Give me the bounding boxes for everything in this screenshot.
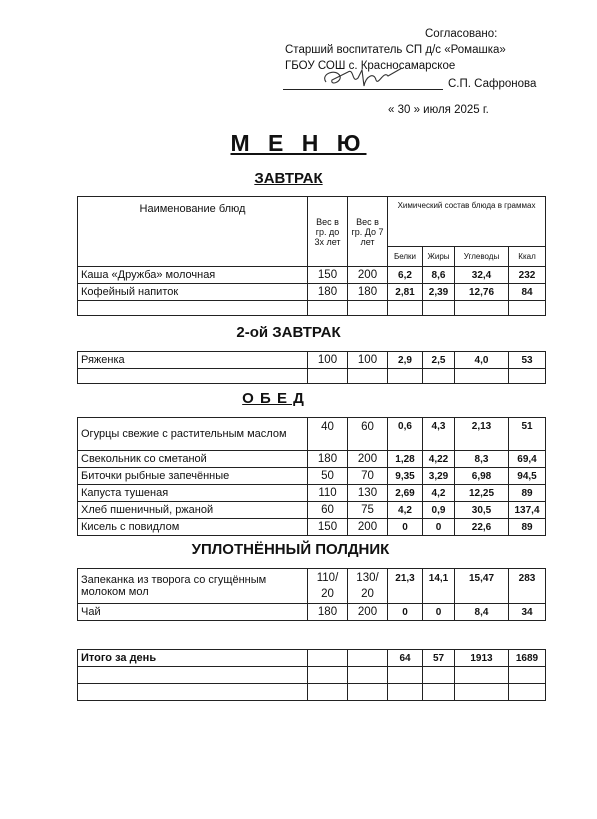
weight-3y: 150 (308, 519, 348, 536)
kcal: 89 (509, 519, 546, 536)
table-row (78, 352, 546, 369)
carbs: 2,13 (455, 418, 509, 451)
section-breakfast: ЗАВТРАК (254, 170, 323, 187)
dish-name: Биточки рыбные запечённые (78, 468, 308, 485)
weight-7y: 75 (348, 502, 388, 519)
dish-name: Капуста тушеная (78, 485, 308, 502)
dish-name: Чай (78, 604, 308, 621)
header-weight-7y: Вес в гр. До 7 лет (348, 197, 388, 267)
weight-3y: 50 (308, 468, 348, 485)
header-carbs: Углеводы (455, 247, 509, 267)
proteins: 0 (388, 519, 423, 536)
table-row (78, 502, 546, 519)
dish-name: Каша «Дружба» молочная (78, 267, 308, 284)
total-row (78, 650, 546, 667)
kcal: 89 (509, 485, 546, 502)
breakfast-table (77, 196, 546, 316)
total-label: Итого за день (78, 650, 308, 667)
carbs: 30,5 (455, 502, 509, 519)
proteins: 9,35 (388, 468, 423, 485)
proteins: 2,9 (388, 352, 423, 369)
carbs: 15,47 (455, 569, 509, 604)
fats: 4,2 (423, 485, 455, 502)
proteins: 0 (388, 604, 423, 621)
carbs: 8,3 (455, 451, 509, 468)
weight-3y: 180 (308, 451, 348, 468)
weight-3y: 180 (308, 604, 348, 621)
header-name: Наименование блюд (78, 197, 308, 267)
kcal: 34 (509, 604, 546, 621)
fats: 2,5 (423, 352, 455, 369)
breakfast2-table (77, 351, 546, 384)
proteins: 6,2 (388, 267, 423, 284)
table-row-empty (78, 369, 546, 384)
lunch-table (77, 417, 546, 536)
approval-line2: Старший воспитатель СП д/с «Ромашка» (285, 44, 506, 56)
signature-mark (318, 62, 408, 94)
section-breakfast2: 2-ой ЗАВТРАК (236, 324, 341, 341)
kcal: 51 (509, 418, 546, 451)
kcal: 232 (509, 267, 546, 284)
weight-3y: 40 (308, 418, 348, 451)
carbs: 8,4 (455, 604, 509, 621)
approver-name: С.П. Сафронова (448, 78, 537, 90)
weight-3y: 60 (308, 502, 348, 519)
carbs: 22,6 (455, 519, 509, 536)
kcal: 84 (509, 284, 546, 301)
carbs: 12,76 (455, 284, 509, 301)
weight-7y: 70 (348, 468, 388, 485)
kcal: 137,4 (509, 502, 546, 519)
table-row (78, 485, 546, 502)
proteins: 0,6 (388, 418, 423, 451)
header-fats: Жиры (423, 247, 455, 267)
weight-3y: 150 (308, 267, 348, 284)
table-row (78, 604, 546, 621)
kcal: 53 (509, 352, 546, 369)
proteins: 2,81 (388, 284, 423, 301)
table-row (78, 418, 546, 451)
header-kcal: Ккал (509, 247, 546, 267)
fats: 4,3 (423, 418, 455, 451)
weight-7y: 200 (348, 604, 388, 621)
section-snack: УПЛОТНЁННЫЙ ПОЛДНИК (191, 541, 390, 558)
dish-name: Ряженка (78, 352, 308, 369)
kcal: 94,5 (509, 468, 546, 485)
total-fats: 57 (423, 650, 455, 667)
weight-3y: 180 (308, 284, 348, 301)
weight-7y: 200 (348, 451, 388, 468)
table-row (78, 569, 546, 604)
weight-7y: 130/ 20 (348, 569, 388, 604)
header-proteins: Белки (388, 247, 423, 267)
kcal: 283 (509, 569, 546, 604)
total-table (77, 649, 546, 701)
weight-7y: 60 (348, 418, 388, 451)
weight-3y: 100 (308, 352, 348, 369)
table-row-empty (78, 684, 546, 701)
section-lunch: О Б Е Д (242, 390, 305, 407)
header-chem: Химический состав блюда в граммах (388, 197, 546, 247)
fats: 2,39 (423, 284, 455, 301)
fats: 8,6 (423, 267, 455, 284)
header-weight-3y: Вес в гр. до 3х лет (308, 197, 348, 267)
table-row (78, 284, 546, 301)
carbs: 4,0 (455, 352, 509, 369)
carbs: 12,25 (455, 485, 509, 502)
fats: 0 (423, 519, 455, 536)
fats: 14,1 (423, 569, 455, 604)
fats: 0,9 (423, 502, 455, 519)
weight-3y: 110 (308, 485, 348, 502)
approval-line3: ГБОУ СОШ с. Красносамарское (285, 60, 456, 72)
table-row-empty (78, 667, 546, 684)
table-row (78, 519, 546, 536)
carbs: 32,4 (455, 267, 509, 284)
kcal: 69,4 (509, 451, 546, 468)
total-kcal: 1689 (509, 650, 546, 667)
fats: 3,29 (423, 468, 455, 485)
dish-name: Хлеб пшеничный, ржаной (78, 502, 308, 519)
weight-7y: 200 (348, 519, 388, 536)
weight-3y: 110/ 20 (308, 569, 348, 604)
table-row (78, 468, 546, 485)
weight-7y: 130 (348, 485, 388, 502)
table-row-empty (78, 301, 546, 316)
weight-7y: 100 (348, 352, 388, 369)
proteins: 2,69 (388, 485, 423, 502)
fats: 4,22 (423, 451, 455, 468)
proteins: 1,28 (388, 451, 423, 468)
total-carbs: 1913 (455, 650, 509, 667)
carbs: 6,98 (455, 468, 509, 485)
approval-date: « 30 » июля 2025 г. (388, 104, 489, 116)
total-proteins: 64 (388, 650, 423, 667)
dish-name: Кофейный напиток (78, 284, 308, 301)
weight-7y: 180 (348, 284, 388, 301)
dish-name: Свекольник со сметаной (78, 451, 308, 468)
proteins: 4,2 (388, 502, 423, 519)
page-title: М Е Н Ю (230, 130, 367, 156)
dish-name: Огурцы свежие с растительным маслом (78, 418, 308, 451)
table-row (78, 267, 546, 284)
dish-name: Кисель с повидлом (78, 519, 308, 536)
proteins: 21,3 (388, 569, 423, 604)
fats: 0 (423, 604, 455, 621)
approval-line1: Согласовано: (425, 28, 498, 40)
snack-table (77, 568, 546, 621)
weight-7y: 200 (348, 267, 388, 284)
table-row (78, 451, 546, 468)
dish-name: Запеканка из творога со сгущённым молоком мол (78, 569, 308, 604)
